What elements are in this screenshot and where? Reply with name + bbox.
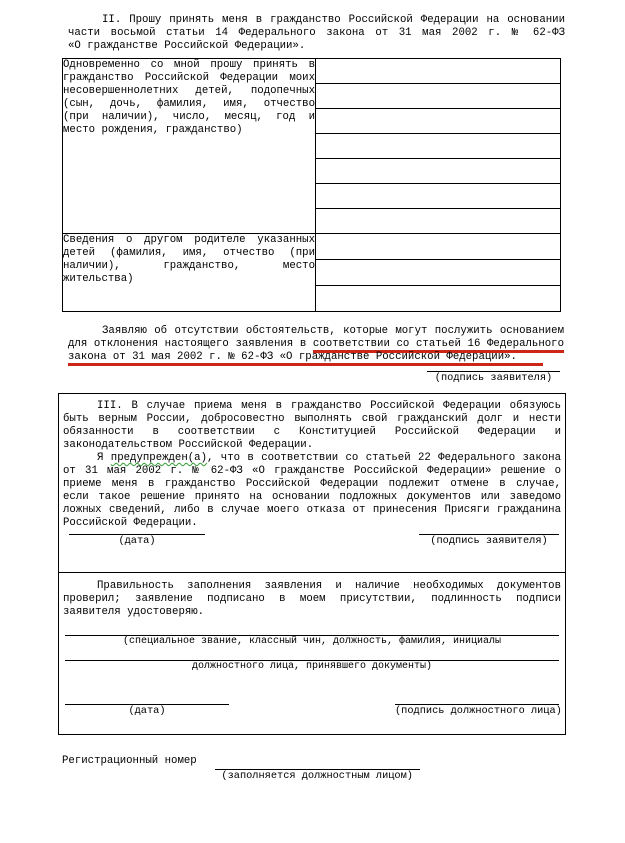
date-label: (дата) <box>118 535 156 547</box>
date-block <box>65 704 229 717</box>
child-entry-row-5[interactable] <box>316 159 561 184</box>
text-line: быть верным России, добросовестно выполнять свой гражданский долг и нести <box>63 413 561 425</box>
date-signature-row <box>63 534 561 547</box>
text-line: «О гражданстве Российской Федерации». <box>68 40 306 52</box>
text-line: III. В случае приема меня в гражданство Российской Федерации обязуюсь <box>97 400 561 412</box>
signature-label: (подпись заявителя) <box>430 535 548 547</box>
section-iii-paragraphs <box>63 400 561 530</box>
child-entry-row-4[interactable] <box>316 134 561 159</box>
applicant-signature-block <box>427 371 560 384</box>
signature-label: (подпись должностного лица) <box>395 704 562 717</box>
text-line: проверил; заявление подписано в моем присутствии, подлинность подписи <box>63 592 561 605</box>
signature-block <box>419 534 559 547</box>
text-segment: , что в соответствии со статьей 22 Федерального закона <box>207 452 561 464</box>
children-request-label-cell <box>63 59 316 234</box>
text-line: несовершеннолетних детей, подопечных <box>63 85 315 97</box>
text-line: гражданство Российской Федерации моих <box>63 72 315 84</box>
text-line: заявителя удостоверяю. <box>63 605 205 618</box>
child-entry-row-3[interactable] <box>316 109 561 134</box>
text-line: жительства) <box>63 273 134 285</box>
text-line: Российской Федерации. <box>63 517 198 529</box>
children-table <box>62 58 561 312</box>
official-verification-box <box>58 572 566 735</box>
statement-paragraph <box>68 325 564 364</box>
section-ii-paragraph <box>68 14 565 53</box>
text-line: законодательством Российской Федерации. <box>63 439 314 451</box>
official-paragraph <box>63 580 561 619</box>
section-iii-box <box>58 393 566 573</box>
text-line: наличии), гражданство, место <box>63 260 315 272</box>
other-parent-row-2[interactable] <box>316 260 561 286</box>
child-entry-row-1[interactable] <box>316 59 561 84</box>
text-line <box>68 338 564 351</box>
registration-fill-line[interactable] <box>215 755 420 770</box>
spellcheck-underline: предупрежден(а) <box>110 452 208 464</box>
text-line: обязанности в соответствии с Конституцией Российской Федерации и <box>63 426 561 438</box>
text-line: Сведения о другом родителе указанных <box>63 234 315 246</box>
text-line: Заявляю об отсутствии обстоятельств, которые могут послужить основанием <box>102 325 564 337</box>
child-entry-row-2[interactable] <box>316 84 561 109</box>
official-caption: должностного лица, принявшего документы) <box>191 660 433 672</box>
child-entry-row-6[interactable] <box>316 184 561 209</box>
text-segment: Я <box>97 452 104 464</box>
text-line: части восьмой статьи 14 Федерального закона от 31 мая 2002 г. № 62-ФЗ <box>68 27 565 39</box>
text-line <box>63 452 561 465</box>
signature-block <box>395 704 562 717</box>
text-line: детей (фамилия, имя, отчество (при <box>63 247 315 259</box>
text-line <box>68 351 564 364</box>
text-line: от 31 мая 2002 г. № 62-ФЗ «О гражданстве Российской Федерации» решение о <box>63 465 561 477</box>
date-block <box>69 534 205 547</box>
red-marker-annotation: соответствии со статьей 16 Федерального <box>313 338 564 353</box>
text-line: место рождения, гражданство) <box>63 124 243 136</box>
official-caption: (специальное звание, классный чин, должность, фамилия, инициалы <box>122 635 502 647</box>
text-line: (при наличии), число, месяц, год и <box>63 111 315 123</box>
red-marker-annotation: закона от 31 мая 2002 г. № 62-ФЗ «О гражданстве Российской Федерации». <box>68 351 543 366</box>
date-signature-row <box>63 704 561 717</box>
text-line: Одновременно со мной прошу принять в <box>63 59 315 71</box>
text-line: если такое решение принято на основании подложных документов или заведомо <box>63 491 561 503</box>
other-parent-row-3[interactable] <box>316 286 561 312</box>
child-entry-row-7[interactable] <box>316 209 561 234</box>
registration-number-row <box>62 755 625 782</box>
text-line: (сын, дочь, фамилия, имя, отчество <box>63 98 315 110</box>
other-parent-row-1[interactable] <box>316 234 561 260</box>
registration-note: (заполняется должностным лицом) <box>221 769 413 782</box>
date-label: (дата) <box>128 704 166 717</box>
registration-number-field <box>215 755 420 782</box>
text-line: приеме меня в гражданство Российской Федерации подлежит отмене в случае, <box>63 478 561 490</box>
text-line: II. Прошу принять меня в гражданство Российской Федерации на основании <box>102 14 565 26</box>
signature-label: (подпись заявителя) <box>434 372 553 384</box>
text-segment: для отклонения настоящего заявления в <box>68 338 307 350</box>
text-line: Правильность заполнения заявления и наличие необходимых документов <box>97 579 561 592</box>
text-line: ложных сведений, либо в случае моего отказа от принесения Присяги гражданина <box>63 504 561 516</box>
other-parent-label-cell <box>63 234 316 312</box>
registration-number-label: Регистрационный номер <box>62 754 197 767</box>
